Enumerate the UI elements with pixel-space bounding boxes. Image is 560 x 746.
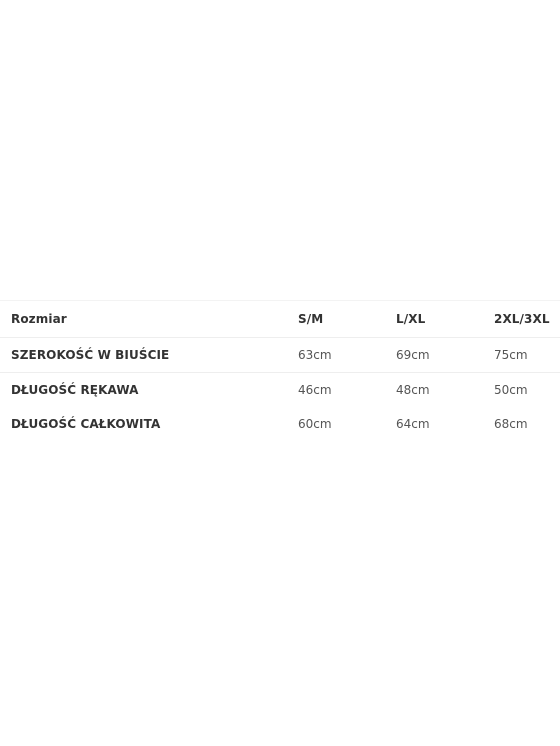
row-value: 48cm (396, 373, 494, 408)
row-value: 46cm (298, 373, 396, 408)
size-table-header-row (0, 301, 560, 338)
row-value: 75cm (494, 338, 560, 373)
size-chart-table (0, 300, 560, 441)
size-header-2xl3xl: 2XL/3XL (494, 301, 560, 338)
row-value: 69cm (396, 338, 494, 373)
row-value: 68cm (494, 417, 528, 431)
row-value: 63cm (298, 338, 396, 373)
size-header-sm: S/M (298, 301, 396, 338)
size-header-lxl: L/XL (396, 301, 494, 338)
row-value: 50cm (494, 373, 560, 408)
row-label-sleeve-length: DŁUGOŚĆ RĘKAWA (0, 373, 298, 408)
table-row (0, 338, 560, 373)
size-header-label: Rozmiar (0, 301, 298, 338)
row-label-total-length: DŁUGOŚĆ CAŁKOWITA (11, 417, 161, 431)
row-value: 60cm (298, 417, 332, 431)
row-label-bust-width: SZEROKOŚĆ W BIUŚCIE (0, 338, 298, 373)
table-row (0, 407, 560, 441)
row-value: 64cm (396, 417, 430, 431)
table-row (0, 373, 560, 408)
